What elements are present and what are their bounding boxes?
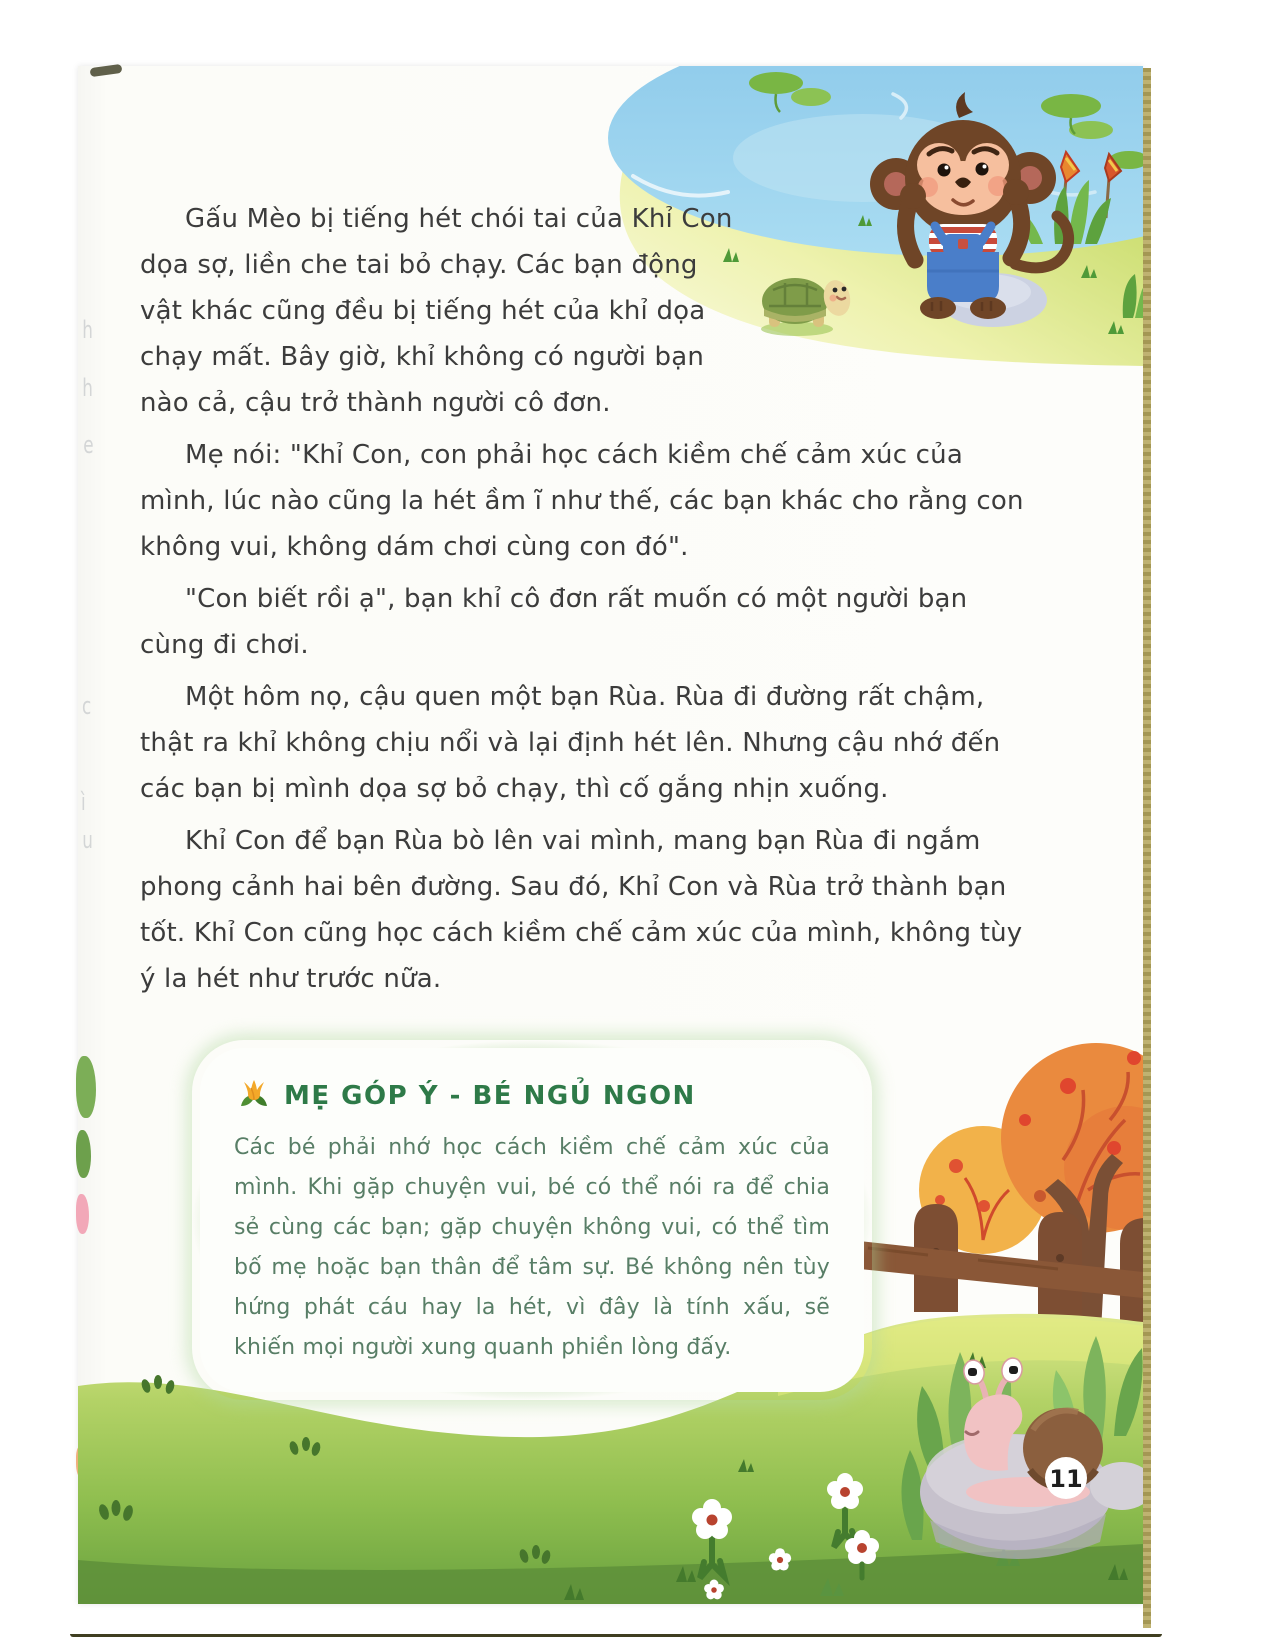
story-paragraph: Gấu Mèo bị tiếng hét chói tai của Khỉ Con dọa sợ, liền che tai bỏ chạy. Các bạn động vật khác cũng đều bị tiếng hét của khỉ dọa chạy mất. Bây giờ, khỉ không có người bạn nào cả, cậu trở thành người cô đơn. bbox=[140, 204, 733, 418]
book-board-edge bbox=[1143, 68, 1151, 1628]
advice-header bbox=[236, 1078, 830, 1114]
book-fabric-edge bbox=[70, 1602, 1162, 1637]
showthrough-mark: h bbox=[82, 316, 93, 344]
page-number-badge bbox=[1045, 1457, 1087, 1499]
story-paragraph: "Con biết rồi ạ", bạn khỉ cô đơn rất muốn có một người bạn cùng đi chơi. bbox=[140, 584, 968, 660]
page-number: 11 bbox=[1049, 1465, 1083, 1493]
advice-box bbox=[200, 1048, 864, 1392]
advice-title: MẸ GÓP Ý - BÉ NGỦ NGON bbox=[284, 1081, 696, 1111]
showthrough-mark: ì bbox=[81, 788, 86, 816]
showthrough-mark: h bbox=[82, 374, 93, 402]
story-text bbox=[140, 196, 1040, 1008]
advice-box-glow bbox=[192, 1040, 872, 1400]
showthrough-mark: e bbox=[83, 431, 94, 459]
showthrough-mark: c bbox=[81, 692, 92, 720]
story-paragraph: Khỉ Con để bạn Rùa bò lên vai mình, mang bạn Rùa đi ngắm phong cảnh hai bên đường. Sau đó, Khỉ Con và Rùa trở thành bạn tốt. Khỉ Con cũng học cách kiềm chế cảm xúc của mình, không tùy ý la hét như trước nữa. bbox=[140, 826, 1023, 994]
page-corner-smudge bbox=[90, 64, 123, 77]
book-page bbox=[78, 66, 1143, 1604]
story-paragraph: Mẹ nói: "Khỉ Con, con phải học cách kiềm chế cảm xúc của mình, lúc nào cũng la hét ầm ĩ như thế, các bạn khác cho rằng con không vui, không dám chơi cùng con đó". bbox=[140, 440, 1024, 562]
showthrough-mark: u bbox=[82, 826, 93, 854]
tulip-flower-icon bbox=[236, 1078, 272, 1114]
advice-body-text: Các bé phải nhớ học cách kiềm chế cảm xúc của mình. Khi gặp chuyện vui, bé có thể nói ra để chia sẻ cùng các bạn; gặp chuyện không vui, có thể tìm bố mẹ hoặc bạn thân để tâm sự. Bé không nên tùy hứng phát cáu hay la hét, vì đây là tính xấu, sẽ khiến mọi người xung quanh phiền lòng đấy. bbox=[234, 1135, 830, 1360]
story-paragraph: Một hôm nọ, cậu quen một bạn Rùa. Rùa đi đường rất chậm, thật ra khỉ không chịu nổi và lại định hét lên. Nhưng cậu nhớ đến các bạn bị mình dọa sợ bỏ chạy, thì cố gắng nhịn xuống. bbox=[140, 682, 1001, 804]
